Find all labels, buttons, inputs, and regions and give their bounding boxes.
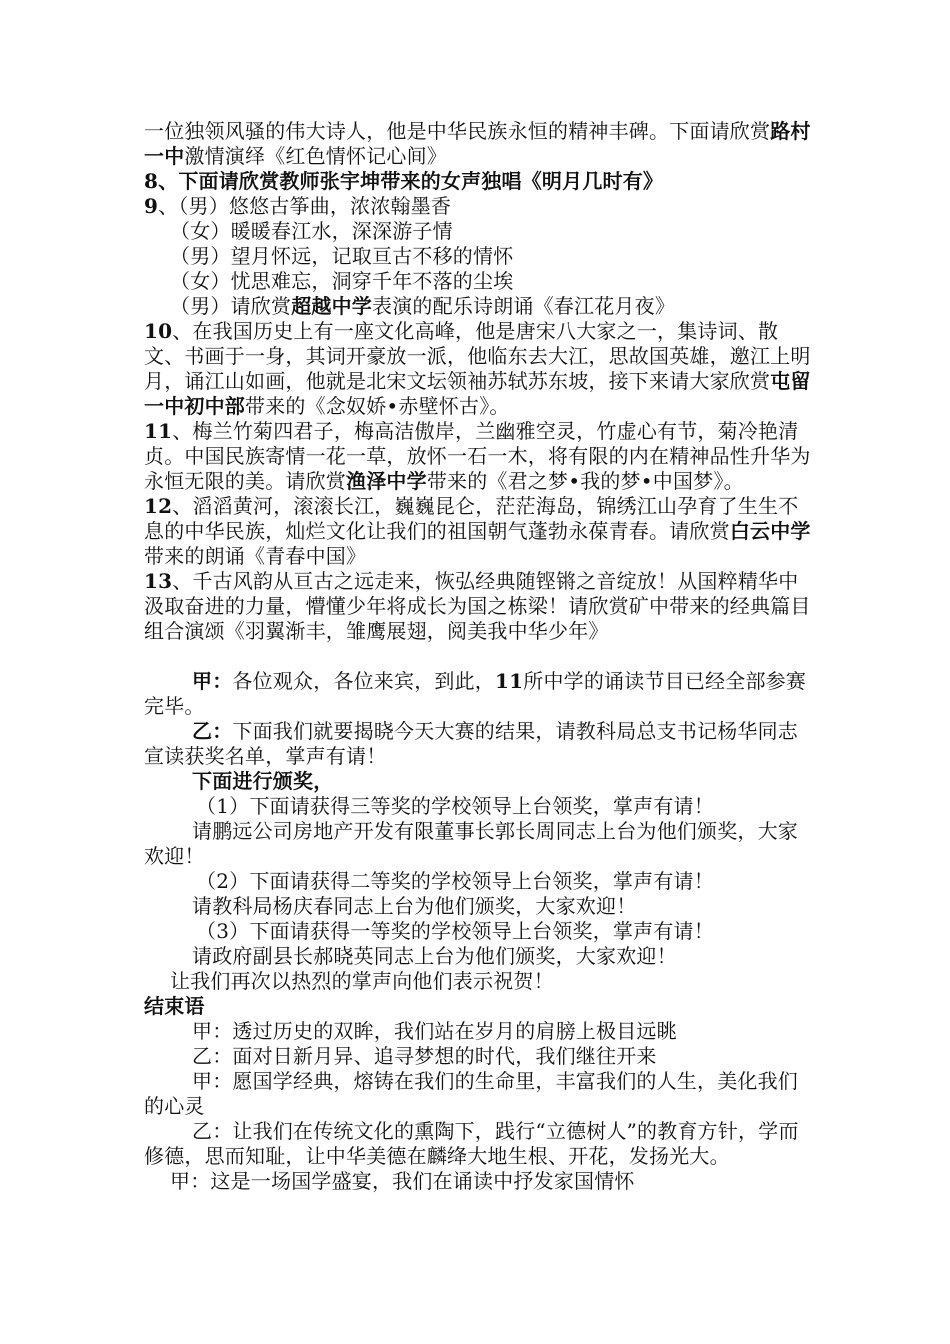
paragraph-a2 xyxy=(144,869,814,894)
bold-text: 8、下面请欣赏教师张宇坤带来的女声独唱《明月几时有》 xyxy=(144,169,664,193)
paragraph-10 xyxy=(144,319,814,419)
text-run: （1）下面请获得三等奖的学校领导上台领奖，掌声有请！ xyxy=(196,794,714,818)
blank-line xyxy=(144,644,814,669)
bold-text: 甲： xyxy=(192,669,233,693)
text-run: 请教科局杨庆春同志上台为他们颁奖，大家欢迎！ xyxy=(192,894,637,918)
paragraph-e1 xyxy=(144,1019,814,1044)
bold-text: 12 xyxy=(144,494,173,518)
text-run: （女）忧思难忘，洞穿千年不落的尘埃 xyxy=(170,269,514,293)
bold-text: 13 xyxy=(144,569,173,593)
text-run: 甲：愿国学经典，熔铸在我们的生命里，丰富我们的人生，美化我们的心灵 xyxy=(144,1069,798,1118)
text-run: （男）望月怀远，记取亘古不移的情怀 xyxy=(170,244,514,268)
text-run: 所中学的诵读节目已经全部参赛完毕。 xyxy=(144,669,807,718)
bold-text: 超越中学 xyxy=(291,294,373,318)
paragraph-a3b xyxy=(144,944,814,969)
text-run: 、（男）悠悠古筝曲，浓浓翰墨香 xyxy=(158,194,452,218)
text-run: 乙：让我们在传统文化的熏陶下，践行“立德树人”的教育方针，学而修德，思而知耻，让中华美德在麟绛大地生根、开花，发扬光大。 xyxy=(144,1119,799,1168)
bold-text: 11 xyxy=(495,669,524,693)
text-run: 、在我国历史上有一座文化高峰，他是唐宋八大家之一，集诗词、散文、书画于一身，其词开豪放一派，他临东去大江，思故国英雄，邀江上明月，诵江山如画，他就是北宋文坛领袖苏轼苏东坡，接下来请大家欣赏 xyxy=(144,319,811,393)
paragraph-9d xyxy=(144,269,814,294)
paragraph-jia1 xyxy=(144,669,814,719)
paragraph-a1b xyxy=(144,819,814,869)
paragraph-11 xyxy=(144,419,814,494)
text-run: 、千古风韵从亘古之远走来，恢弘经典随铿锵之音绽放！从国粹精华中汲取奋进的力量，懵懂少年将成长为国之栋梁！请欣赏矿中带来的经典篇目组合演颂《羽翼渐丰，雏鹰展翅，阅美我中华少年》 xyxy=(144,569,811,643)
text-run: 一位独领风骚的伟大诗人，他是中华民族永恒的精神丰碑。下面请欣赏 xyxy=(144,119,771,143)
text-run: 、滔滔黄河，滚滚长江，巍巍昆仑，茫茫海岛，锦绣江山孕育了生生不息的中华民族，灿烂文化让我们的祖国朝气蓬勃永葆青春。请欣赏 xyxy=(144,494,799,543)
text-run: 带来的《念奴娇•赤壁怀古》。 xyxy=(245,394,510,418)
paragraph-9e xyxy=(144,294,814,319)
paragraph-a3 xyxy=(144,919,814,944)
text-run: （男）请欣赏 xyxy=(170,294,292,318)
paragraph-end xyxy=(144,994,814,1019)
bold-text: 11 xyxy=(144,419,173,443)
text-run: 激情演绎《红色情怀记心间》 xyxy=(184,144,448,168)
text-run: （2）下面请获得二等奖的学校领导上台领奖，掌声有请！ xyxy=(196,869,714,893)
paragraph-9b xyxy=(144,219,814,244)
paragraph-yi1 xyxy=(144,719,814,769)
bold-text: 结束语 xyxy=(144,994,205,1018)
document-body xyxy=(144,119,814,1194)
paragraph-cheer xyxy=(144,969,814,994)
paragraph-e4 xyxy=(144,1119,814,1169)
paragraph-13 xyxy=(144,569,814,644)
text-run: 表演的配乐诗朗诵《春江花月夜》 xyxy=(372,294,676,318)
text-run: 甲：透过历史的双眸，我们站在岁月的肩膀上极目远眺 xyxy=(192,1019,677,1043)
text-run: 、梅兰竹菊四君子，梅高洁傲岸，兰幽雅空灵，竹虚心有节，菊冷艳清贞。中国民族寄情一花一草，放怀一石一木，将有限的内在精神品性升华为永恒无限的美。请欣赏 xyxy=(144,419,811,493)
paragraph-8 xyxy=(144,169,814,194)
paragraph-e5 xyxy=(144,1169,814,1194)
bold-text: 乙： xyxy=(192,719,233,743)
text-run: （女）暖暖春江水，深深游子情 xyxy=(170,219,453,243)
text-run: 各位观众，各位来宾，到此， xyxy=(232,669,496,693)
paragraph-a2b xyxy=(144,894,814,919)
text-run: 请政府副县长郝晓英同志上台为他们颁奖，大家欢迎！ xyxy=(192,944,677,968)
bold-text: 9 xyxy=(144,194,159,218)
text-run: 带来的《君之梦•我的梦•中国梦》。 xyxy=(426,469,744,493)
text-run: 乙：面对日新月异、追寻梦想的时代，我们继往开来 xyxy=(192,1044,657,1068)
bold-text: 渔泽中学 xyxy=(346,469,427,493)
text-run: 请鹏远公司房地产开发有限董事长郭长周同志上台为他们颁奖，大家欢迎！ xyxy=(144,819,798,868)
paragraph-9a xyxy=(144,194,814,219)
text-run: 下面我们就要揭晓今天大赛的结果，请教科局总支书记杨华同志宣读获奖名单，掌声有请！ xyxy=(144,719,799,768)
paragraph-9c xyxy=(144,244,814,269)
text-run: 带来的朗诵《青春中国》 xyxy=(144,544,367,568)
text-run: 让我们再次以热烈的掌声向他们表示祝贺！ xyxy=(170,969,554,993)
paragraph-intro xyxy=(144,119,814,169)
bold-text: 屯留一中初中部 xyxy=(144,369,811,418)
bold-text: 下面进行颁奖， xyxy=(192,769,334,793)
bold-text: 白云中学 xyxy=(729,519,811,543)
paragraph-a1 xyxy=(144,794,814,819)
paragraph-award xyxy=(144,769,814,794)
text-run: 甲：这是一场国学盛宴，我们在诵读中抒发家国情怀 xyxy=(170,1169,635,1193)
bold-text: 路村一中 xyxy=(144,119,811,168)
paragraph-12 xyxy=(144,494,814,569)
paragraph-e3 xyxy=(144,1069,814,1119)
text-run: （3）下面请获得一等奖的学校领导上台领奖，掌声有请！ xyxy=(196,919,714,943)
paragraph-e2 xyxy=(144,1044,814,1069)
bold-text: 10 xyxy=(144,319,173,343)
